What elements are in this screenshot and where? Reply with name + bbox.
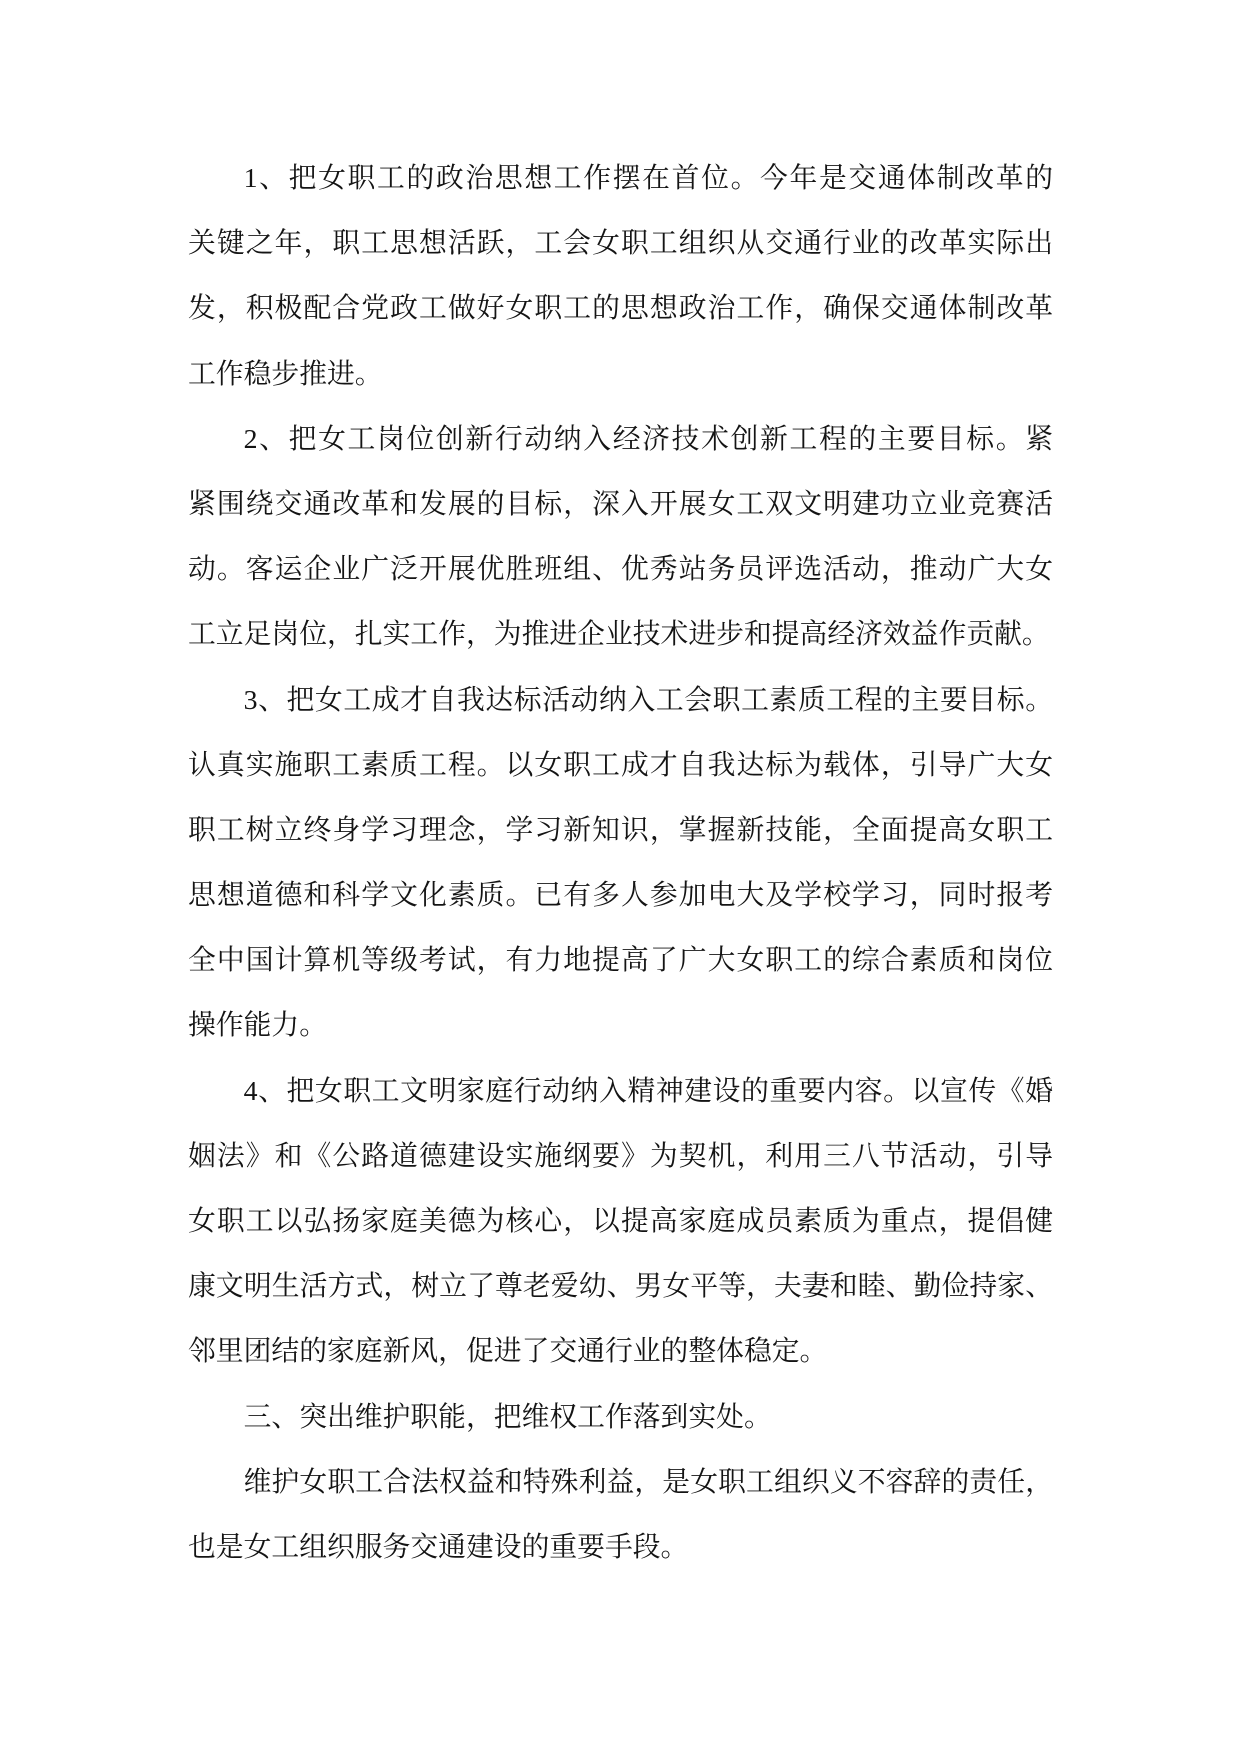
text-line: 关键之年，职工思想活跃，工会女职工组织从交通行业的改革实际出: [188, 228, 1053, 260]
text-line: 职工树立终身学习理念，学习新知识，掌握新技能，全面提高女职工: [188, 814, 1053, 846]
text-line: 康文明生活方式，树立了尊老爱幼、男女平等，夫妻和睦、勤俭持家、: [188, 1271, 1053, 1303]
text-line: 4、把女职工文明家庭行动纳入精神建设的重要内容。以宣传《婚: [243, 1075, 1053, 1107]
text-line: 认真实施职工素质工程。以女职工成才自我达标为载体，引导广大女: [188, 749, 1053, 781]
paragraph-3: [188, 668, 1053, 1059]
paragraph-2: [188, 407, 1053, 668]
paragraph-5: [188, 1450, 1053, 1580]
text-line: 姻法》和《公路道德建设实施纲要》为契机，利用三八节活动，引导: [188, 1140, 1053, 1172]
text-line: 发，积极配合党政工做好女职工的思想政治工作，确保交通体制改革: [188, 293, 1053, 325]
text-line: 思想道德和科学文化素质。已有多人参加电大及学校学习，同时报考: [188, 880, 1053, 912]
text-line: 维护女职工合法权益和特殊利益，是女职工组织义不容辞的责任，: [243, 1466, 1053, 1498]
text-line: 女职工以弘扬家庭美德为核心，以提高家庭成员素质为重点，提倡健: [188, 1206, 1053, 1237]
text-line: 动。客运企业广泛开展优胜班组、优秀站务员评选活动，推动广大女: [188, 554, 1053, 586]
text-line: 1、把女职工的政治思想工作摆在首位。今年是交通体制改革的: [243, 163, 1053, 194]
text-line: 也是女工组织服务交通建设的重要手段。: [188, 1531, 689, 1563]
text-line: 操作能力。: [188, 1010, 327, 1042]
paragraph-1: [188, 146, 1053, 407]
text-line: 全中国计算机等级考试，有力地提高了广大女职工的综合素质和岗位: [188, 945, 1053, 977]
heading-line: 三、突出维护职能，把维权工作落到实处。: [243, 1401, 772, 1433]
text-line: 邻里团结的家庭新风，促进了交通行业的整体稳定。: [188, 1336, 828, 1368]
text-line: 2、把女工岗位创新行动纳入经济技术创新工程的主要目标。紧: [243, 423, 1053, 455]
section-heading: [188, 1385, 1053, 1450]
text-line: 3、把女工成才自我达标活动纳入工会职工素质工程的主要目标。: [243, 684, 1053, 716]
text-line: 紧围绕交通改革和发展的目标，深入开展女工双文明建功立业竞赛活: [188, 488, 1053, 520]
text-line: 工作稳步推进。: [188, 358, 383, 390]
text-line: 工立足岗位，扎实工作，为推进企业技术进步和提高经济效益作贡献。: [188, 619, 1050, 651]
paragraph-4: [188, 1059, 1053, 1385]
document-body: [188, 146, 1053, 1580]
